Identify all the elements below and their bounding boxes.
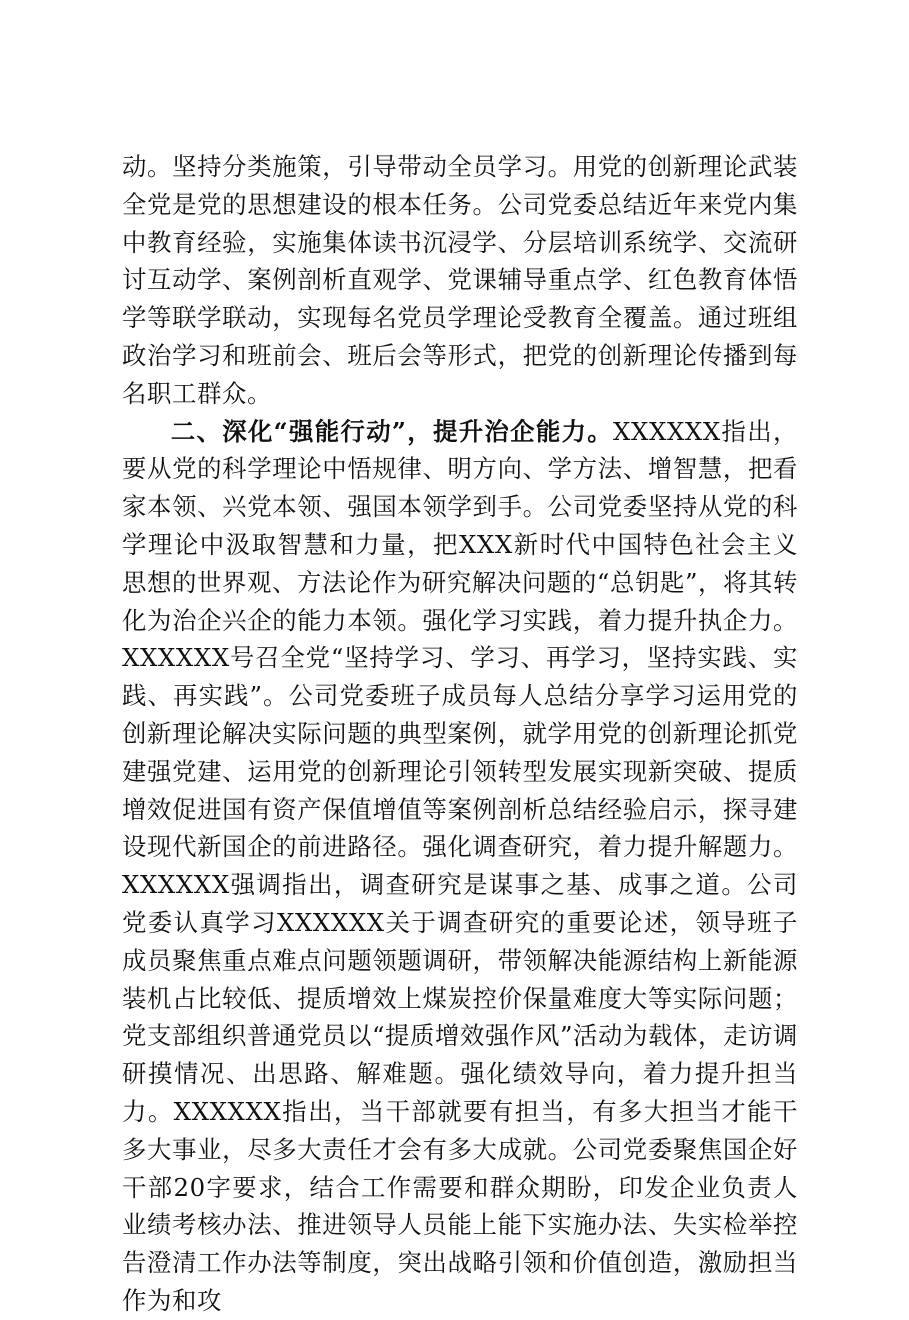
paragraph-body: 动。坚持分类施策，引导带动全员学习。用党的创新理论武装全党是党的思想建设的根本任务。公司党委总结近年来党内集中教育经验，实施集体读书沉浸学、分层培训系统学、交流研讨互动学、案例剖析直观学、党课辅导重点学、红色教育体悟学等联学联动，实现每名党员学理论受教育全覆盖。通过班组政治学习和班前会、班后会等形式，把党的创新理论传播到每名职工群众。 [122,152,798,408]
document-page [122,148,798,1320]
paragraph-continued [122,148,798,413]
paragraph-body: XXXXXX指出，要从党的科学理论中悟规律、明方向、学方法、增智慧，把看家本领、兴党本领、强国本领学到手。公司党委坚持从党的科学理论中汲取智慧和力量，把XXX新时代中国特色社会主义思想的世界观、方法论作为研究解决问题的“总钥匙”，将其转化为治企兴企的能力本领。强化学习实践，着力提升执企力。XXXXXX号召全党“坚持学习、学习、再学习，坚持实践、实践、再实践”。公司党委班子成员每人总结分享学习运用党的创新理论解决实际问题的典型案例，就学用党的创新理论抓党建强党建、运用党的创新理论引领转型发展实现新突破、提质增效促进国有资产保值增值等案例剖析总结经验启示，探寻建设现代新国企的前进路径。强化调查研究，着力提升解题力。XXXXXX强调指出，调查研究是谋事之基、成事之道。公司党委认真学习XXXXXX关于调查研究的重要论述，领导班子成员聚焦重点难点问题领题调研，带领解决能源结构上新能源装机占比较低、提质增效上煤炭控价保量难度大等实际问题；党支部组织普通党员以“提质增效强作风”活动为载体，走访调研摸情况、出思路、解难题。强化绩效导向，着力提升担当力。XXXXXX指出，当干部就要有担当，有多大担当才能干多大事业，尽多大责任才会有多大成就。公司党委聚焦国企好干部20字要求，结合工作需要和群众期盼，印发企业负责人业绩考核办法、推进领导人员能上能下实施办法、失实检举控告澄清工作办法等制度，突出战略引领和价值创造，激励担当作为和攻 [122,416,798,1315]
section-heading: 二、深化“强能行动”，提升治企能力。 [170,416,614,446]
paragraph-section-two [122,413,798,1320]
